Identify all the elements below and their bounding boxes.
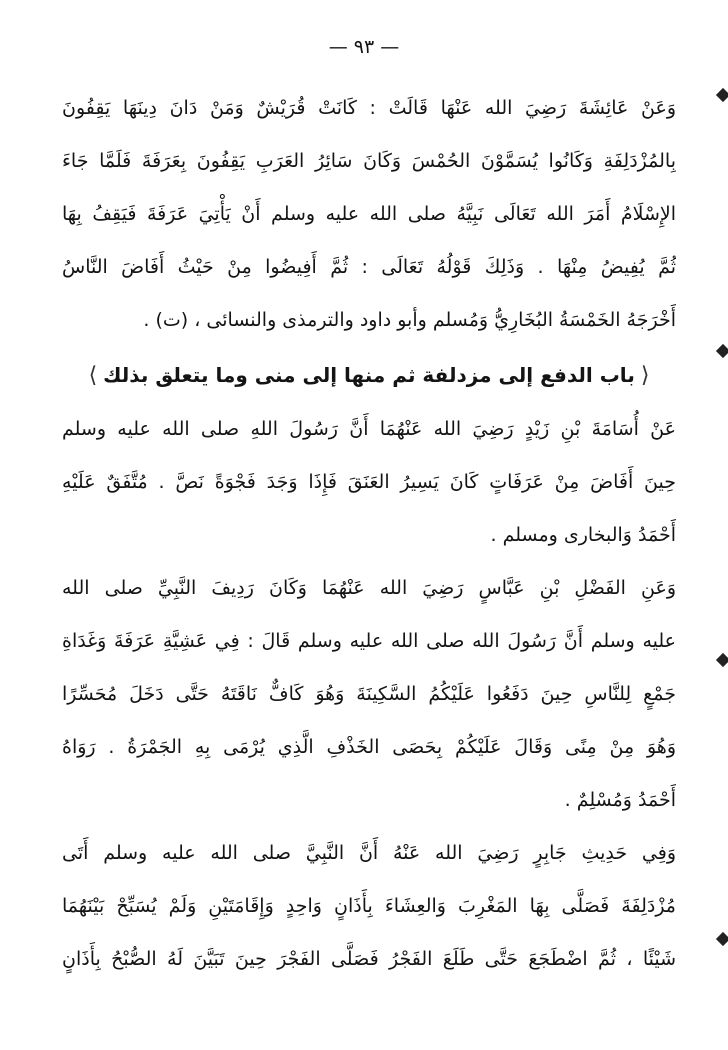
text-line: شَيْئًا ، ثُمَّ اضْطَجَعَ حَتَّى طَلَعَ الفَجْرُ فَصَلَّى الفَجْرَ حِينَ تَبَيَّنَ لَهُ الصُّبْحُ بِأَذَانٍ bbox=[62, 948, 676, 970]
text-line: ثُمَّ يُفِيضُ مِنْهَا . وَذَلِكَ قَوْلُهُ تَعَالَى : ثُمَّ أَفِيضُوا مِنْ حَيْثُ أَفَاضَ النَّاسُ bbox=[62, 256, 676, 278]
text-line: عليه وسلم أَنَّ رَسُولَ الله صلى الله عليه وسلم قَالَ : فِي عَشِيَّةِ عَرَفَةَ وَغَدَاةِ bbox=[62, 630, 676, 652]
heading-close-bracket: ⟩ bbox=[88, 363, 98, 388]
text-line: وَهُوَ مِنْ مِنًى وَقَالَ عَلَيْكُمْ بِحَصَى الخَذْفِ الَّذِي يُرْمَى بِهِ الجَمْرَةُ . رَوَاهُ bbox=[62, 736, 676, 758]
text-line: حِينَ أَفَاضَ مِنْ عَرَفَاتٍ كَانَ يَسِيرُ العَنَقَ فَإِذَا وَجَدَ فَجْوَةً نَصَّ . مُتَّفَقٌ عَلَيْهِ bbox=[62, 471, 676, 493]
text-line: أَخْرَجَهُ الخَمْسَةُ البُخَارِيُّ وَمُسلم وأبو داود والترمذى والنسائى ، (ت) . bbox=[143, 309, 676, 331]
text-line: وَعَنْ عَائِشَةَ رَضِيَ الله عَنْهَا قَالَتْ : كَانَتْ قُرَيْشٌ وَمَنْ دَانَ دِينَهَا يَقِفُونَ bbox=[62, 97, 676, 119]
text-line: جَمْعٍ لِلنَّاسِ حِينَ دَفَعُوا عَلَيْكُمُ السَّكِينَةَ وَهُوَ كَافٌّ نَاقَتَهُ حَتَّى دَخَلَ مُحَسِّرًا bbox=[62, 683, 676, 705]
margin-mark bbox=[716, 932, 728, 946]
margin-mark bbox=[716, 653, 728, 667]
text-line: مُزْدَلِفَةَ فَصَلَّى بِهَا المَغْرِبَ وَالعِشَاءَ بِأَذَانٍ وَاحِدٍ وَإِقَامَتَيْنِ وَلَمْ يُسَبِّحْ بَيْنَهُمَا bbox=[62, 895, 676, 917]
section-heading bbox=[62, 347, 676, 403]
page-number: — ٩٣ — bbox=[328, 36, 400, 58]
page-body bbox=[62, 82, 676, 986]
margin-mark bbox=[716, 88, 728, 102]
text-line: وَعَنِ الفَضْلِ بْنِ عَبَّاسٍ رَضِيَ الله عَنْهُمَا وَكَانَ رَدِيفَ النَّبِيِّ صلى الله bbox=[62, 577, 676, 599]
text-line: الإِسْلَامُ أَمَرَ الله تَعَالَى نَبِيَّهُ صلى الله عليه وسلم أَنْ يَأْتِيَ عَرَفَةَ فَيَقِفُ بِهَا bbox=[62, 203, 676, 225]
text-line: وَفِي حَدِيثِ جَابِرٍ رَضِيَ الله عَنْهُ أَنَّ النَّبِيَّ صلى الله عليه وسلم أَتَى bbox=[62, 842, 676, 864]
section-heading-text: باب الدفع إلى مزدلفة ثم منها إلى منى وما يتعلق بذلك bbox=[103, 363, 635, 387]
heading-open-bracket: ⟨ bbox=[640, 363, 650, 388]
margin-mark bbox=[716, 344, 728, 358]
text-line: بِالمُزْدَلِفَةِ وَكَانُوا يُسَمَّوْنَ الحُمْسَ وَكَانَ سَائِرُ العَرَبِ يَقِفُونَ بِعَرَفَةَ فَلَمَّا جَاءَ bbox=[62, 150, 676, 172]
text-line: أَحْمَدُ وَالبخارى ومسلم . bbox=[490, 524, 676, 546]
text-line: أَحْمَدُ وَمُسْلِمٌ . bbox=[564, 789, 676, 811]
text-line: عَنْ أُسَامَةَ بْنِ زَيْدٍ رَضِيَ الله عَنْهُمَا أَنَّ رَسُولَ اللهِ صلى الله عليه وسلم bbox=[62, 418, 676, 440]
